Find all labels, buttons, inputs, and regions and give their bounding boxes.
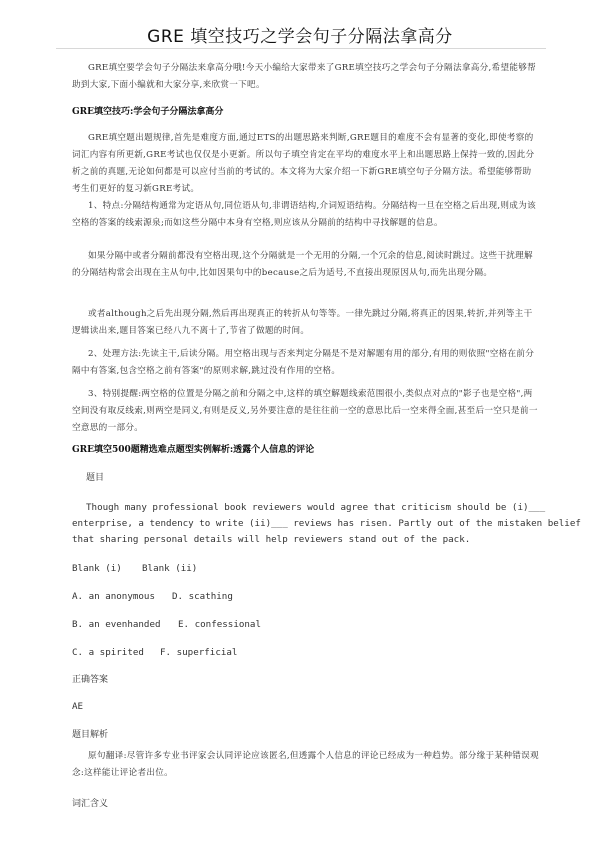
analysis-label: 题目解析 [72,730,109,740]
question-line: enterprise, a tendency to write (ii)___ reviews has risen. Partly out of the mistaken belief [72,518,581,529]
option-a: A. an anonymous [72,591,155,602]
option-f: F. superficial [160,647,238,658]
blank-label-ii: Blank (ii) [142,563,198,574]
option-d: D. scathing [172,591,233,602]
vocab-label: 词汇含义 [72,799,109,809]
option-b: B. an evenhanded [72,619,161,630]
body-paragraph: 或者although之后先出现分隔,然后再出现真正的转折从句等等。一律先跳过分隔,将真正的因果,转折,并列等主干逻辑读出来,题目答案已经八九不离十了,节省了做题的时间。 [72,309,533,336]
answer-label: 正确答案 [72,675,109,685]
question-label: 题目 [86,473,105,483]
blank-label-i: Blank (i) [72,563,122,574]
question-line: Though many professional book reviewers would agree that criticism should be (i)___ [86,502,546,513]
body-paragraph: 2、处理方法:先读主干,后读分隔。用空格出现与否来判定分隔是不是对解题有用的部分,有用的则依照"空格在前分隔中有答案,包含空格之前有答案"的原则求解,跳过没有作用的空格。 [72,349,535,376]
analysis-paragraph: 原句翻译:尽管许多专业书评家会认同评论应该匿名,但透露个人信息的评论已经成为一种趋势。部分缘于某种错误观念:这样能让评论者出位。 [72,751,539,778]
page-title: GRE 填空技巧之学会句子分隔法拿高分 [147,27,453,47]
body-paragraph: 1、特点:分隔结构通常为定语从句,同位语从句,非谓语结构,介词短语结构。分隔结构一旦在空格之后出现,则成为该空格的答案的线索源泉;而如这些分隔中本身有空格,则应该从分隔前的结构中寻找解题的信息。 [72,201,536,228]
body-paragraph: 如果分隔中或者分隔前都没有空格出现,这个分隔就是一个无用的分隔,一个冗余的信息,阅读时跳过。这些干扰理解的分隔结构常会出现在主从句中,比如因果句中的because之后为适号,不直接出现原因从句,而先出现分隔。 [72,251,533,278]
option-c: C. a spirited [72,647,144,658]
section-heading-example: GRE填空500题精选难点题型实例解析:透露个人信息的评论 [72,445,315,455]
title-divider [56,48,546,49]
answer-value: AE [72,701,84,712]
body-paragraph: GRE填空题出题规律,首先是难度方面,通过ETS的出题思路来判断,GRE题目的难度不会有显著的变化,即使考察的词汇内容有所更新,GRE考试也仅仅是小更新。所以句子填空肯定在平均的难度水平上和出题思路上保持一致的,因此分析之前的真题,无论如何都是可以应付当前的考试的。本文将为大家介绍一下新GRE填空句子分隔方法。希望能够帮助考生们更好的复习新GRE考试。 [72,133,535,194]
body-paragraph: 3、特别提醒:两空格的位置是分隔之前和分隔之中,这样的填空解题线索范围很小,类似点对点的"影子也是空格",两空间没有取反线索,则两空是同义,有则是反义,另外要注意的是往往前一空的意思比后一空来得全面,甚至后一空只是前一空意思的一部分。 [72,389,538,433]
question-line: that sharing personal details will help reviewers stand out of the pack. [72,534,471,545]
section-heading-technique: GRE填空技巧:学会句子分隔法拿高分 [72,107,224,117]
option-e: E. confessional [178,619,261,630]
intro-paragraph: GRE填空要学会句子分隔法来拿高分哦!今天小编给大家带来了GRE填空技巧之学会句子分隔法拿高分,希望能够帮助到大家,下面小编就和大家分享,来欣赏一下吧。 [72,63,537,90]
